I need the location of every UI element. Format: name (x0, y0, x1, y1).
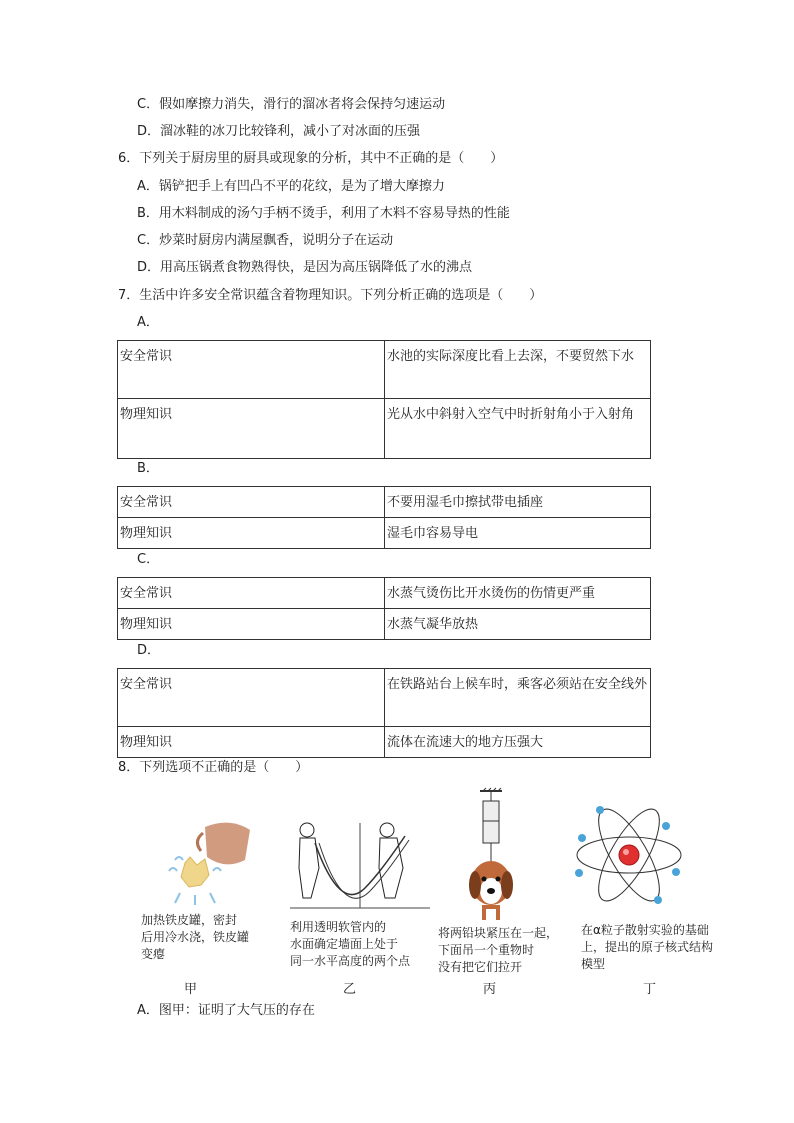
table-cell: 物理知识 (118, 727, 385, 758)
figure-caption-line: 后用冷水浇，铁皮罐 (141, 930, 250, 944)
table-row (118, 399, 651, 459)
figure-caption-line: 下面吊一个重物时 (438, 943, 535, 957)
nucleus-shape (619, 845, 639, 865)
q8-stem: 8．下列选项不正确的是（ ） (118, 760, 309, 775)
q7-table-b (117, 486, 651, 549)
q7-option-a-letter: A． (137, 315, 159, 330)
q5-option-c: C．假如摩擦力消失，滑行的溜冰者将会保持匀速运动 (137, 97, 446, 112)
figure-caption-line: 加热铁皮罐，密封 (141, 913, 238, 927)
table-row (118, 518, 651, 549)
electron-shape (596, 806, 604, 814)
table-row (118, 487, 651, 518)
table-cell: 光从水中斜射入空气中时折射角小于入射角 (385, 399, 651, 459)
figure-caption-line: 没有把它们拉开 (438, 960, 523, 974)
q7-table-d (117, 668, 651, 758)
figure-caption-line: 模型 (581, 957, 606, 971)
table-cell: 物理知识 (118, 518, 385, 549)
q7-option-b-letter: B． (137, 461, 159, 476)
table-row (118, 578, 651, 609)
jug-shape (205, 823, 250, 865)
table-row (118, 669, 651, 727)
electron-shape (575, 869, 583, 877)
table-cell: 流体在流速大的地方压强大 (385, 727, 651, 758)
q6-option-c: C．炒菜时厨房内满屋飘香，说明分子在运动 (137, 233, 394, 248)
q8-option-a: A．图甲：证明了大气压的存在 (137, 1003, 315, 1018)
figure-caption-line: 在α粒子散射实验的基础 (581, 923, 709, 937)
atom-model-illustration (570, 793, 688, 915)
q7-table-c (117, 577, 651, 640)
table-row (118, 341, 651, 399)
table-cell: 不要用湿毛巾擦拭带电插座 (385, 487, 651, 518)
crushed-can-shape (181, 857, 209, 887)
q5-option-d: D．溜冰鞋的冰刀比较锋利，减小了对冰面的压强 (137, 124, 421, 139)
table-cell: 安全常识 (118, 341, 385, 399)
table-cell: 安全常识 (118, 578, 385, 609)
q6-stem: 6．下列关于厨房里的厨具或现象的分析，其中不正确的是（ ） (118, 151, 504, 166)
q7-option-c-letter: C． (137, 552, 160, 567)
q6-option-b: B．用木料制成的汤勺手柄不烫手，利用了木料不容易导热的性能 (137, 206, 510, 221)
electron-shape (662, 822, 670, 830)
lead-block-lower (483, 821, 499, 843)
figure-label-jia: 甲 (184, 982, 198, 997)
table-cell: 物理知识 (118, 609, 385, 640)
table-cell: 湿毛巾容易导电 (385, 518, 651, 549)
table-cell: 水蒸气烫伤比开水烫伤的伤情更严重 (385, 578, 651, 609)
table-cell: 安全常识 (118, 487, 385, 518)
q6-option-d: D．用高压锅煮食物熟得快，是因为高压锅降低了水的沸点 (137, 260, 473, 275)
electron-shape (654, 896, 662, 904)
electron-shape (672, 868, 680, 876)
heated-can-illustration (145, 815, 260, 910)
water-level-workers-illustration (285, 818, 435, 918)
figure-label-ding: 丁 (643, 982, 657, 997)
table-row (118, 727, 651, 758)
table-cell: 在铁路站台上候车时，乘客必须站在安全线外 (385, 669, 651, 727)
figure-caption-line: 变瘪 (141, 947, 166, 961)
figure-caption-line: 上，提出的原子核式结构 (581, 940, 714, 954)
table-cell: 水蒸气凝华放热 (385, 609, 651, 640)
lead-block-upper (483, 801, 499, 821)
figure-caption-line: 水面确定墙面上处于 (290, 937, 399, 951)
q7-stem: 7．生活中许多安全常识蕴含着物理知识。下列分析正确的选项是（ ） (118, 288, 543, 303)
electron-shape (578, 834, 586, 842)
figure-caption-line: 同一水平高度的两个点 (290, 954, 411, 968)
figure-caption-line: 将两铅块紧压在一起， (438, 926, 559, 940)
table-row (118, 609, 651, 640)
q7-table-a (117, 340, 651, 459)
figure-caption-line: 利用透明软管内的 (290, 920, 387, 934)
figure-label-yi: 乙 (343, 982, 357, 997)
table-cell: 物理知识 (118, 399, 385, 459)
table-cell: 水池的实际深度比看上去深，不要贸然下水 (385, 341, 651, 399)
lead-blocks-illustration (462, 787, 522, 922)
table-cell: 安全常识 (118, 669, 385, 727)
q6-option-a: A．锅铲把手上有凹凸不平的花纹，是为了增大摩擦力 (137, 179, 445, 194)
q7-option-d-letter: D． (137, 643, 161, 658)
figure-label-bing: 丙 (483, 982, 497, 997)
